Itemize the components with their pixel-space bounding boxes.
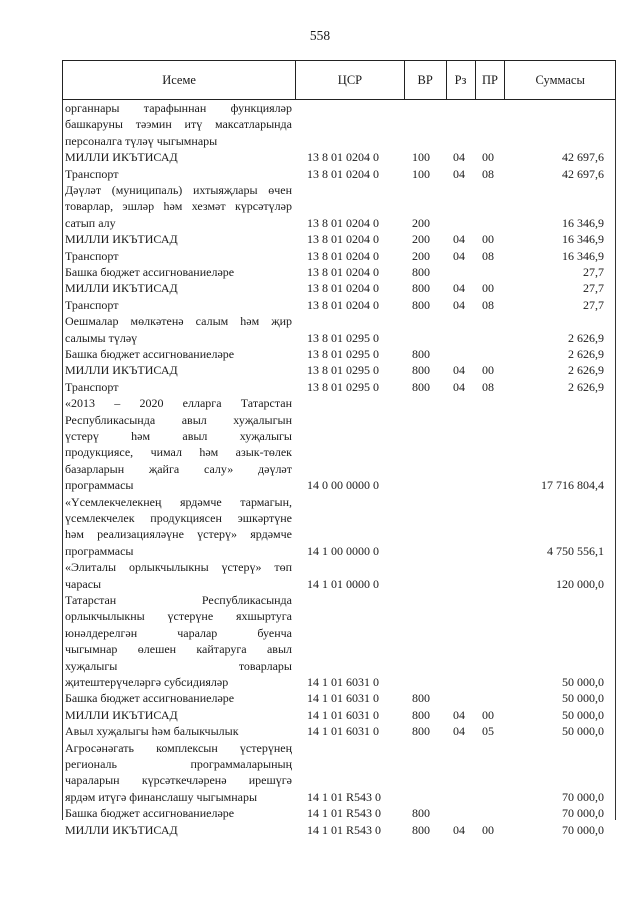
row-name: персоналга түләү чыгымнары [65,133,218,148]
row-name: МИЛЛИ ИКЪТИСАД [65,281,178,296]
row-csr: 14 1 01 6031 0 [307,724,379,739]
row-name: органнары тарафыннан функцияләр [65,101,292,115]
table-row-line [62,117,616,132]
row-csr: 14 1 01 R543 0 [307,806,382,821]
row-name: МИЛЛИ ИКЪТИСАД [65,363,178,378]
table-row-line [62,314,616,329]
row-csr: 13 8 01 0295 0 [307,379,379,394]
table-row-line [62,150,616,165]
table-row-line [62,511,616,526]
row-name: «2013 – 2020 елларга Татарстан [65,396,292,411]
row-rz: 04 [453,232,465,247]
row-csr: 14 1 01 6031 0 [307,707,379,722]
table-row-line [62,790,616,805]
row-name: Башка бюджет ассигнованиеләре [65,806,235,821]
row-name: Транспорт [65,379,119,394]
table-row-line [62,741,616,756]
row-name: хуҗалыгы товарлары [65,658,292,673]
table-row-line [62,216,616,231]
table-row-line [62,331,616,346]
header-rz: Рз [447,61,476,99]
row-csr: 14 1 01 R543 0 [307,822,382,837]
row-vr: 800 [412,724,430,739]
row-name: сатып алу [65,215,116,230]
row-sum: 2 626,9 [568,363,604,378]
row-name: юнәлдерелгән чаралар буенча [65,625,292,640]
row-sum: 27,7 [583,281,604,296]
row-name: Оешмалар мөлкәтенә салым һәм җир [65,314,292,329]
row-pr: 00 [482,822,494,837]
row-sum: 16 346,9 [562,215,604,230]
row-name: Транспорт [65,248,119,263]
row-sum: 16 346,9 [562,248,604,263]
row-rz: 04 [453,822,465,837]
row-vr: 100 [412,150,430,165]
row-vr: 100 [412,166,430,181]
table-row-line [62,478,616,493]
row-csr: 14 1 01 0000 0 [307,576,379,591]
row-vr: 800 [412,281,430,296]
table-row-line [62,134,616,149]
table-row-line [62,232,616,247]
row-name: продукциясе, чимал һәм азык-төлек [65,445,292,460]
row-vr: 800 [412,822,430,837]
row-rz: 04 [453,248,465,263]
row-rz: 04 [453,150,465,165]
row-name: Авыл хуҗалыгы һәм балыкчылык [65,724,239,739]
table-row-line [62,642,616,657]
row-pr: 08 [482,166,494,181]
row-rz: 04 [453,166,465,181]
row-sum: 2 626,9 [568,330,604,345]
row-name: Башка бюджет ассигнованиеләре [65,347,235,361]
row-vr: 800 [412,347,430,361]
table-row-line [62,773,616,788]
row-sum: 16 346,9 [562,232,604,247]
table-row-line [62,413,616,428]
row-name: программасы [65,478,134,493]
row-csr: 13 8 01 0204 0 [307,265,379,279]
row-rz: 04 [453,281,465,296]
row-name: МИЛЛИ ИКЪТИСАД [65,232,178,247]
row-sum: 70 000,0 [562,822,604,837]
table-row-line [62,527,616,542]
row-name: товарлар, эшләр һәм хезмәт күрсәтүләр [65,199,292,214]
row-rz: 04 [453,297,465,312]
row-sum: 42 697,6 [562,166,604,181]
header-name: Исеме [63,61,296,99]
table-row-line [62,593,616,608]
table-row-line [62,708,616,723]
row-name: салымы түләү [65,330,138,345]
row-pr: 00 [482,150,494,165]
row-csr: 13 8 01 0295 0 [307,330,379,345]
row-name: үсемлекчелек продукциясен эшкәртүне [65,511,292,525]
table-row-line [62,577,616,592]
table-row-line [62,659,616,674]
table-row-line [62,823,616,838]
row-sum: 50 000,0 [562,675,604,689]
header-pr: ПР [476,61,506,99]
row-name: Башка бюджет ассигнованиеләре [65,265,235,279]
row-rz: 04 [453,707,465,722]
row-csr: 13 8 01 0204 0 [307,166,379,181]
table-row-line [62,347,616,362]
row-name: программасы [65,543,134,558]
table-row-line [62,265,616,280]
row-sum: 50 000,0 [562,724,604,739]
table-header [62,60,616,100]
row-rz: 04 [453,379,465,394]
row-sum: 50 000,0 [562,691,604,706]
row-csr: 13 8 01 0204 0 [307,297,379,312]
row-pr: 00 [482,281,494,296]
row-name: Республикасында авыл хуҗалыгын [65,412,292,427]
row-vr: 800 [412,297,430,312]
table-row-line [62,445,616,460]
row-rz: 04 [453,363,465,378]
table-row-line [62,675,616,690]
row-pr: 08 [482,379,494,394]
table-row-line [62,724,616,739]
table-row-line [62,396,616,411]
row-name: чыгымнар өлешен кайтаруга авыл [65,642,292,657]
row-vr: 800 [412,691,430,706]
table-row-line [62,626,616,641]
row-pr: 00 [482,707,494,722]
row-name: МИЛЛИ ИКЪТИСАД [65,150,178,165]
row-vr: 800 [412,363,430,378]
row-name: чараларын күрсәткечләренә ирешүгә [65,773,292,788]
row-name: чарасы [65,576,102,591]
row-sum: 27,7 [583,265,604,279]
table-row-line [62,429,616,444]
row-csr: 14 1 01 R543 0 [307,789,382,804]
table-row-line [62,560,616,575]
table-row-line [62,101,616,116]
table-row-line [62,199,616,214]
row-name: «Үсемлекчелекнең ярдәмче тармагын, [65,494,292,509]
row-vr: 800 [412,265,430,279]
row-vr: 800 [412,707,430,722]
row-name: ярдәм итүгә финанслашу чыгымнары [65,789,258,804]
row-csr: 13 8 01 0204 0 [307,232,379,247]
row-sum: 70 000,0 [562,806,604,821]
row-sum: 70 000,0 [562,789,604,804]
row-name: үстерү һәм авыл хуҗалыгы [65,429,292,443]
header-csr: ЦСР [296,61,405,99]
table-row-line [62,495,616,510]
row-name: һәм реализацияләүне үстерү» ярдәмче [65,527,292,542]
row-pr: 00 [482,363,494,378]
row-csr: 13 8 01 0204 0 [307,150,379,165]
row-csr: 13 8 01 0204 0 [307,248,379,263]
table-row-line [62,544,616,559]
row-pr: 05 [482,724,494,739]
table-row-line [62,281,616,296]
row-name: МИЛЛИ ИКЪТИСАД [65,822,178,837]
row-sum: 4 750 556,1 [547,543,604,558]
row-csr: 14 1 00 0000 0 [307,543,379,558]
row-sum: 17 716 804,4 [541,478,604,493]
row-sum: 120 000,0 [556,576,604,591]
row-csr: 13 8 01 0295 0 [307,347,379,361]
row-vr: 200 [412,215,430,230]
header-sum: Суммасы [535,72,585,87]
row-sum: 50 000,0 [562,707,604,722]
table-row-line [62,462,616,477]
row-name: орлыкчылыкны үстерүне яхшыртуга [65,609,292,624]
row-vr: 200 [412,248,430,263]
row-csr: 14 0 00 0000 0 [307,478,379,493]
row-name: Дәүләт (муниципаль) ихтыяҗлары өчен [65,183,292,197]
row-name: Транспорт [65,297,119,312]
table-row-line [62,609,616,624]
row-name: Татарстан Республикасында [65,593,292,607]
row-pr: 08 [482,297,494,312]
table-row-line [62,249,616,264]
table-row-line [62,757,616,772]
row-sum: 2 626,9 [568,379,604,394]
row-sum: 2 626,9 [568,347,604,361]
header-vr: ВР [405,61,447,99]
row-pr: 00 [482,232,494,247]
table-row-line [62,806,616,821]
row-name: базарларын җайга салу» дәүләт [65,461,292,476]
row-csr: 13 8 01 0204 0 [307,281,379,296]
row-name: «Элиталы орлыкчылыкны үстерү» төп [65,560,292,575]
row-csr: 13 8 01 0295 0 [307,363,379,378]
table-row-line [62,691,616,706]
row-csr: 14 1 01 6031 0 [307,691,379,706]
row-name: Башка бюджет ассигнованиеләре [65,691,235,706]
row-sum: 42 697,6 [562,150,604,165]
row-name: җитештерүчеләргә субсидияләр [65,675,229,689]
table-row-line [62,363,616,378]
row-name: башкаруны тәэмин итү максатларында [65,117,292,132]
row-name: Транспорт [65,166,119,181]
table-row-line [62,167,616,182]
page-number: 558 [309,28,331,43]
row-vr: 800 [412,379,430,394]
row-pr: 08 [482,248,494,263]
row-vr: 800 [412,806,430,821]
row-rz: 04 [453,724,465,739]
table-row-line [62,380,616,395]
row-name: региональ программаларының [65,757,292,771]
row-vr: 200 [412,232,430,247]
table-row-line [62,183,616,198]
row-csr: 13 8 01 0204 0 [307,215,379,230]
row-name: Агросәнәгать комплексын үстерүнең [65,740,292,755]
row-sum: 27,7 [583,297,604,312]
row-name: МИЛЛИ ИКЪТИСАД [65,707,178,722]
table-row-line [62,298,616,313]
row-csr: 14 1 01 6031 0 [307,675,379,689]
